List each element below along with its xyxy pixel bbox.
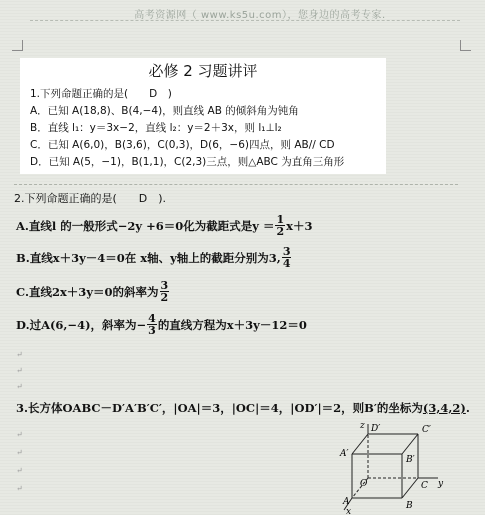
- cuboid-figure: [326, 420, 456, 515]
- item-a-text: A.直线l 的一般形式−2y +6＝0化为截距式是y ＝: [16, 218, 275, 233]
- denominator: 2: [276, 225, 285, 238]
- edge-b-c: [402, 478, 418, 498]
- fraction: [282, 246, 292, 269]
- option-b: B．直线 l₁：y＝3x−2，直线 l₂：y＝2＋3x，则 l₁⊥l₂: [30, 122, 282, 134]
- denominator: 2: [160, 291, 169, 304]
- section-divider: [14, 184, 458, 185]
- label-b: B: [406, 501, 413, 511]
- item-c: [16, 280, 170, 303]
- header-watermark: 高考资源网（ www.ks5u.com），您身边的高考专家.: [134, 10, 386, 21]
- paragraph-mark: ↵: [16, 448, 23, 457]
- numerator: 3: [282, 245, 291, 258]
- label-cp: C′: [422, 425, 431, 435]
- fraction: [147, 313, 157, 336]
- margin-corner-mark: [12, 40, 23, 51]
- label-o: O: [360, 479, 368, 489]
- header-divider: [30, 20, 460, 21]
- label-x: x: [346, 507, 352, 515]
- paragraph-mark: ↵: [16, 366, 23, 375]
- numerator: 3: [160, 279, 169, 292]
- item-c-text: C.直线2x＋3y＝0的斜率为: [16, 284, 159, 299]
- question-3-end: .: [465, 401, 470, 415]
- label-y: y: [438, 479, 444, 489]
- label-z: z: [360, 421, 365, 431]
- paragraph-mark: ↵: [16, 382, 23, 391]
- item-a: [16, 214, 312, 237]
- question-3-answer: (3,4,2): [422, 401, 466, 415]
- option-a: A．已知 A(18,8)、B(4,−4)，则直线 AB 的倾斜角为钝角: [30, 105, 299, 117]
- item-d: [16, 313, 307, 336]
- paragraph-mark: ↵: [16, 350, 23, 359]
- question-3-text: 3.长方体OABC－D′A′B′C′，|OA|＝3，|OC|＝4，|OD′|＝2，则B′的坐标为: [16, 401, 423, 415]
- paragraph-mark: ↵: [16, 430, 23, 439]
- numerator: 4: [148, 312, 156, 325]
- option-c: C．已知 A(6,0)，B(3,6)，C(0,3)，D(6，−6)四点，则 AB// CD: [30, 139, 335, 151]
- label-ap: A′: [340, 449, 349, 459]
- label-bp: B′: [406, 455, 415, 465]
- label-c: C: [421, 481, 428, 491]
- denominator: 3: [148, 324, 156, 337]
- paragraph-mark: ↵: [16, 484, 23, 493]
- question-1-box: [20, 58, 386, 174]
- paragraph-mark: ↵: [16, 466, 23, 475]
- item-b-text: B.直线x＋3y－4＝0在 x轴、y轴上的截距分别为3,: [16, 250, 281, 265]
- denominator: 4: [282, 257, 291, 270]
- option-d: D．已知 A(5，−1)，B(1,1)，C(2,3)三点，则△ABC 为直角三角形: [30, 156, 345, 168]
- margin-corner-mark: [460, 40, 471, 51]
- fraction: [275, 214, 285, 237]
- question-1-prompt: 1.下列命题正确的是( D ): [30, 88, 172, 100]
- section-title: 必修 2 习题讲评: [148, 62, 258, 80]
- question-2-prompt: 2.下列命题正确的是( D ).: [14, 192, 167, 205]
- item-d-text: D.过A(6,−4)，斜率为−: [16, 317, 147, 332]
- item-d-tail: 的直线方程为x＋3y－12＝0: [157, 317, 307, 332]
- numerator: 1: [276, 213, 285, 226]
- edge-dp-ap: [352, 434, 368, 454]
- fraction: [160, 280, 170, 303]
- item-a-tail: x＋3: [286, 218, 313, 233]
- label-dp: D′: [371, 424, 381, 434]
- question-3: [16, 400, 470, 416]
- label-a: A: [343, 497, 350, 507]
- item-b: [16, 246, 292, 269]
- edge-cp-bp: [402, 434, 418, 454]
